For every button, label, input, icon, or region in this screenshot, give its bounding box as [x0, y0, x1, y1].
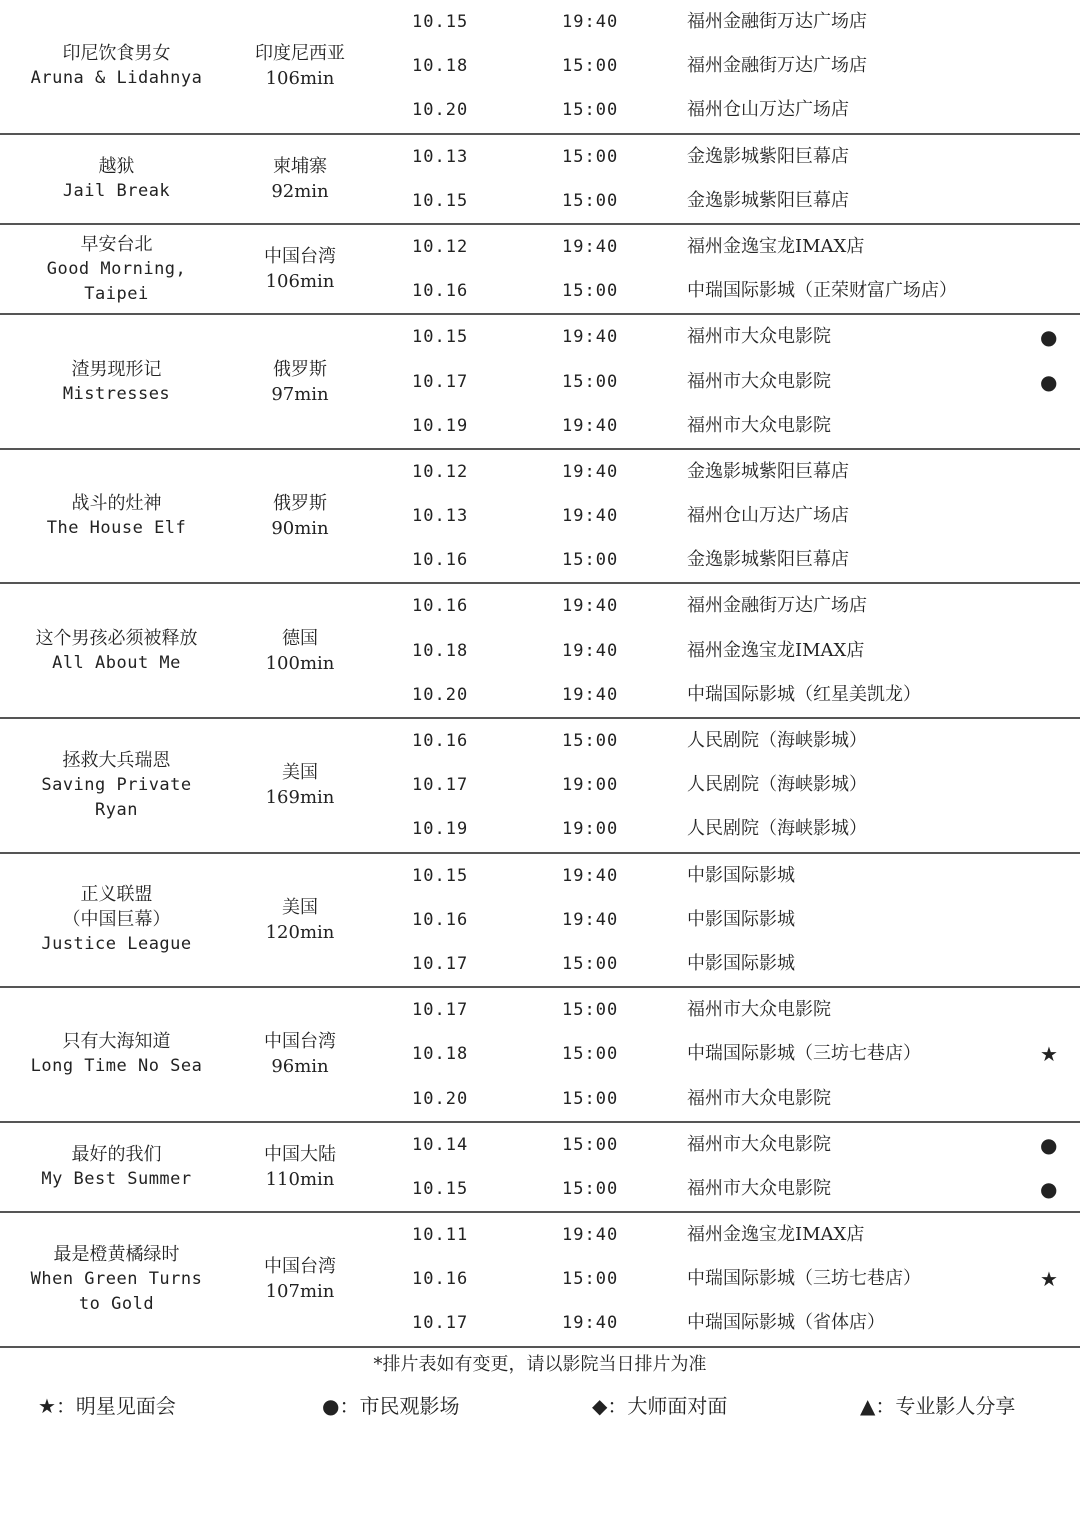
filled-circle-icon: ●: [322, 1394, 340, 1418]
screening-date: 10.20: [412, 100, 469, 121]
screening-venue: 金逸影城紫阳巨幕店: [687, 549, 849, 571]
film-title-en: My Best Summer: [41, 1168, 192, 1189]
screening-row: [0, 1213, 1080, 1257]
screening-time: 19:40: [562, 415, 619, 436]
screening-venue: 金逸影城紫阳巨幕店: [687, 189, 849, 211]
film-title-cn: 最好的我们: [71, 1143, 162, 1165]
film-group: [0, 0, 1080, 135]
screening-time: 19:40: [562, 236, 619, 257]
screening-row: [0, 1123, 1080, 1167]
screening-row: [0, 763, 1080, 807]
screening-row: [0, 225, 1080, 269]
film-duration: 120min: [265, 921, 335, 943]
film-title-en: Long Time No Sea: [30, 1056, 203, 1077]
film-group: [0, 1123, 1080, 1213]
screening-time: 19:40: [562, 909, 619, 930]
screening-time: 19:00: [562, 775, 619, 796]
screening-row: [0, 1301, 1080, 1345]
screening-date: 10.15: [412, 12, 469, 32]
film-group: [0, 1213, 1080, 1348]
film-title-cn: 早安台北: [80, 233, 153, 255]
screening-venue: 中瑞国际影城（省体店）: [687, 1312, 885, 1334]
screening-time: 19:40: [562, 12, 619, 32]
screening-time: 15:00: [562, 1044, 619, 1065]
screening-venue: 福州市大众电影院: [687, 1133, 831, 1155]
screening-time: 19:40: [562, 327, 619, 348]
screening-time: 15:00: [562, 953, 619, 974]
legend-item-triangle: [860, 1390, 1015, 1419]
film-country: 中国台湾: [264, 1256, 336, 1278]
screening-row: [0, 807, 1080, 851]
film-duration: 100min: [265, 652, 335, 674]
event-mark-icon: ●: [1040, 325, 1058, 350]
diamond-icon: ◆: [592, 1394, 608, 1418]
screening-venue: 福州市大众电影院: [687, 414, 831, 436]
screening-date: 10.11: [412, 1225, 469, 1246]
screening-time: 19:40: [562, 506, 619, 527]
film-group: [0, 719, 1080, 854]
screening-venue: 人民剧院（海峡影城）: [687, 730, 867, 751]
screening-date: 10.13: [412, 146, 469, 167]
screening-venue: 金逸影城紫阳巨幕店: [687, 145, 849, 167]
screening-time: 15:00: [562, 1134, 619, 1155]
screening-venue: 中影国际影城: [687, 952, 795, 974]
screening-venue: 中瑞国际影城（三坊七巷店）: [687, 1043, 921, 1065]
screening-venue: 人民剧院（海峡影城）: [687, 774, 867, 796]
screening-date: 10.17: [412, 1313, 469, 1334]
screening-row: [0, 315, 1080, 359]
screening-row: [0, 1167, 1080, 1211]
screening-row: [0, 44, 1080, 88]
screening-date: 10.13: [412, 506, 469, 527]
screening-row: [0, 404, 1080, 448]
screening-time: 15:00: [562, 1269, 619, 1290]
film-duration: 106min: [265, 68, 335, 90]
screening-venue: 福州市大众电影院: [687, 370, 831, 392]
legend-label: ：大师面对面: [607, 1394, 728, 1418]
film-title-en: Jail Break: [62, 180, 171, 201]
event-mark-icon: ●: [1040, 1132, 1058, 1157]
screening-date: 10.15: [412, 327, 469, 348]
film-title-cn: 这个男孩必须被释放: [35, 627, 198, 649]
film-country: 俄罗斯: [273, 358, 327, 380]
legend: [0, 1390, 1080, 1420]
legend-item-circle: [322, 1390, 459, 1419]
screening-row: [0, 584, 1080, 628]
film-title-en: Aruna & Lidahnya: [30, 68, 203, 89]
film-group: [0, 135, 1080, 225]
screening-date: 10.19: [412, 819, 469, 840]
screening-row: [0, 988, 1080, 1032]
film-country: 俄罗斯: [273, 493, 327, 515]
screening-venue: 中瑞国际影城（红星美凯龙）: [687, 683, 921, 705]
screening-date: 10.18: [412, 640, 469, 661]
screening-time: 15:00: [562, 190, 619, 211]
screening-time: 15:00: [562, 1000, 619, 1021]
legend-item-diamond: [592, 1390, 727, 1419]
screening-venue: 福州金融街万达广场店: [687, 55, 867, 77]
screening-date: 10.16: [412, 1269, 469, 1290]
screening-row: [0, 898, 1080, 942]
film-country: 柬埔寨: [273, 155, 327, 177]
film-title-cn: 印尼饮食男女: [62, 43, 171, 65]
screening-row: [0, 360, 1080, 404]
schedule-change-note: *排片表如有变更，请以影院当日排片为准: [373, 1354, 707, 1375]
screening-venue: 福州仓山万达广场店: [687, 505, 849, 527]
screening-row: [0, 1077, 1080, 1121]
screening-time: 19:40: [562, 640, 619, 661]
screening-date: 10.18: [412, 56, 469, 77]
film-title-en: Good Morning, Taipei: [46, 258, 187, 304]
film-duration: 169min: [265, 787, 335, 809]
screening-row: [0, 538, 1080, 582]
film-title-en: Saving Private Ryan: [41, 774, 192, 820]
screening-venue: 福州市大众电影院: [687, 1177, 831, 1199]
film-group: [0, 988, 1080, 1123]
screening-time: 19:40: [562, 596, 619, 617]
screening-time: 19:40: [562, 461, 619, 482]
film-group: [0, 225, 1080, 315]
screening-venue: 福州市大众电影院: [687, 1087, 831, 1109]
event-mark-icon: ●: [1040, 369, 1058, 394]
legend-label: ：市民观影场: [339, 1394, 460, 1418]
screening-time: 15:00: [562, 56, 619, 77]
screening-row: [0, 854, 1080, 898]
film-title-en: The House Elf: [46, 518, 187, 539]
film-country: 中国台湾: [264, 1031, 336, 1053]
screening-date: 10.16: [412, 550, 469, 571]
screening-date: 10.17: [412, 371, 469, 392]
film-country: 德国: [282, 627, 318, 649]
screening-date: 10.15: [412, 1178, 469, 1199]
film-country: 印度尼西亚: [255, 43, 345, 65]
screening-row: [0, 450, 1080, 494]
film-title-cn: 最是橙黄橘绿时: [53, 1243, 180, 1265]
film-duration: 92min: [271, 180, 329, 202]
screening-venue: 中影国际影城: [687, 908, 795, 930]
screening-venue: 福州金融街万达广场店: [687, 595, 867, 617]
film-title-en: Justice League: [41, 934, 192, 955]
screening-date: 10.18: [412, 1044, 469, 1065]
triangle-icon: ▲: [860, 1394, 876, 1418]
screening-date: 10.14: [412, 1134, 469, 1155]
film-title-en: All About Me: [52, 652, 181, 673]
film-country: 美国: [282, 762, 318, 784]
screening-date: 10.16: [412, 909, 469, 930]
screening-venue: 人民剧院（海峡影城）: [687, 818, 867, 840]
screening-time: 15:00: [562, 731, 619, 751]
screening-venue: 福州金逸宝龙IMAX店: [687, 639, 865, 661]
film-title-cn: 拯救大兵瑞恩: [62, 749, 171, 771]
screening-row: [0, 179, 1080, 223]
screening-time: 19:40: [562, 684, 619, 705]
film-group: [0, 315, 1080, 450]
screening-row: [0, 673, 1080, 717]
screening-date: 10.12: [412, 461, 469, 482]
screening-time: 19:40: [562, 1313, 619, 1334]
film-duration: 96min: [271, 1056, 329, 1078]
screening-date: 10.20: [412, 1088, 469, 1109]
film-title-cn: 只有大海知道: [62, 1031, 171, 1053]
screening-date: 10.15: [412, 865, 469, 886]
film-title-cn: 战斗的灶神: [71, 493, 162, 515]
star-icon: ★: [38, 1394, 56, 1418]
film-duration: 110min: [265, 1168, 335, 1190]
screening-date: 10.16: [412, 731, 469, 751]
screening-date: 10.15: [412, 190, 469, 211]
screening-venue: 福州仓山万达广场店: [687, 99, 849, 121]
screening-row: [0, 719, 1080, 763]
screening-venue: 福州市大众电影院: [687, 326, 831, 348]
screening-venue: 中影国际影城: [687, 864, 795, 886]
screening-time: 15:00: [562, 100, 619, 121]
screening-venue: 金逸影城紫阳巨幕店: [687, 460, 849, 482]
film-country: 中国台湾: [264, 246, 336, 268]
screening-time: 19:40: [562, 1225, 619, 1246]
film-title-cn: 渣男现形记: [71, 358, 162, 380]
film-title-en: Mistresses: [62, 383, 171, 404]
screening-row: [0, 1032, 1080, 1076]
screening-venue: 福州市大众电影院: [687, 999, 831, 1021]
screening-time: 15:00: [562, 1178, 619, 1199]
screening-time: 15:00: [562, 371, 619, 392]
screening-date: 10.19: [412, 415, 469, 436]
screening-time: 15:00: [562, 146, 619, 167]
screening-row: [0, 269, 1080, 313]
screening-date: 10.17: [412, 1000, 469, 1021]
film-duration: 107min: [265, 1281, 335, 1303]
screening-date: 10.12: [412, 236, 469, 257]
screening-time: 15:00: [562, 281, 619, 302]
screening-row: [0, 1257, 1080, 1301]
screening-date: 10.16: [412, 281, 469, 302]
screening-row: [0, 494, 1080, 538]
screening-date: 10.17: [412, 953, 469, 974]
screening-row: [0, 135, 1080, 179]
film-duration: 106min: [265, 271, 335, 293]
screening-row: [0, 88, 1080, 132]
screening-row: [0, 629, 1080, 673]
screening-row: [0, 0, 1080, 44]
screening-time: 19:00: [562, 819, 619, 840]
screening-row: [0, 942, 1080, 986]
film-group: [0, 854, 1080, 989]
screening-venue: 中瑞国际影城（正荣财富广场店）: [687, 280, 957, 302]
screening-date: 10.16: [412, 596, 469, 617]
screening-venue: 福州金逸宝龙IMAX店: [687, 235, 865, 257]
film-title-en: When Green Turns to Gold: [30, 1268, 203, 1314]
screening-date: 10.20: [412, 684, 469, 705]
film-country: 中国大陆: [264, 1143, 336, 1165]
film-group: [0, 450, 1080, 585]
film-duration: 97min: [271, 383, 329, 405]
screening-time: 15:00: [562, 550, 619, 571]
event-mark-icon: ●: [1040, 1176, 1058, 1201]
event-mark-icon: ★: [1040, 1267, 1058, 1292]
film-duration: 90min: [271, 518, 329, 540]
legend-label: ：专业影人分享: [875, 1394, 1016, 1418]
film-group: [0, 584, 1080, 719]
screening-venue: 中瑞国际影城（三坊七巷店）: [687, 1268, 921, 1290]
legend-item-star: [38, 1390, 176, 1419]
screening-time: 19:40: [562, 865, 619, 886]
screening-venue: 福州金融街万达广场店: [687, 11, 867, 32]
event-mark-icon: ★: [1040, 1042, 1058, 1067]
screening-venue: 福州金逸宝龙IMAX店: [687, 1224, 865, 1246]
film-country: 美国: [282, 896, 318, 918]
legend-label: ：明星见面会: [55, 1394, 176, 1418]
screening-time: 15:00: [562, 1088, 619, 1109]
film-title-cn: 正义联盟 （中国巨幕）: [62, 884, 171, 931]
film-title-cn: 越狱: [98, 155, 135, 177]
screening-date: 10.17: [412, 775, 469, 796]
